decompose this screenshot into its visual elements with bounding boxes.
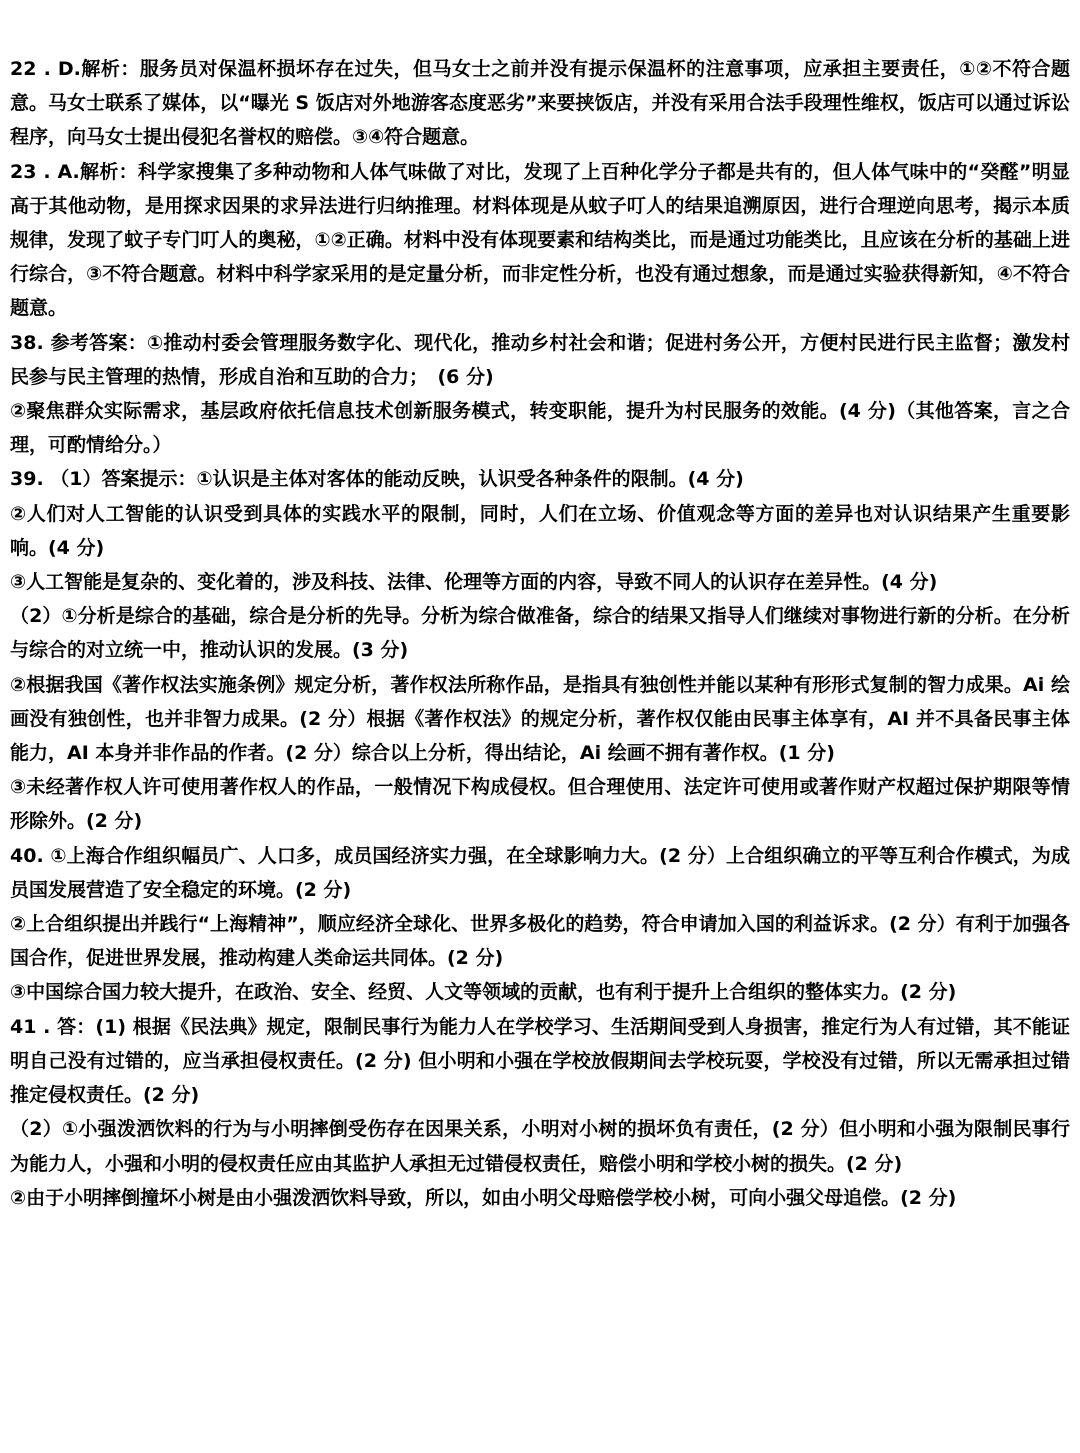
- answer-39-1-point-2: ②人们对人工智能的认识受到具体的实践水平的限制，同时，人们在立场、价值观念等方面的差异也对认识结果产生重要影响。(4 分): [10, 502, 1070, 559]
- answer-39-1-intro: 39. （1）答案提示：①认识是主体对客体的能动反映，认识受各种条件的限制。(4 分): [10, 468, 744, 491]
- answer-40-point-2: ②上合组织提出并践行“上海精神”，顺应经济全球化、世界多极化的趋势，符合申请加入国的利益诉求。(2 分）有利于加强各国合作，促进世界发展，推动构建人类命运共同体。(2 分): [10, 913, 1070, 970]
- answer-41-2-point-1: （2）①小强泼洒饮料的行为与小明摔倒受伤存在因果关系，小明对小树的损坏负有责任，(2 分）但小明和小强为限制民事行为能力人，小强和小明的侵权责任应由其监护人承担无过错侵权责任，赔偿小明和学校小树的损失。(2 分): [10, 1118, 1070, 1175]
- answer-38-part-2: ②聚焦群众实际需求，基层政府依托信息技术创新服务模式，转变职能，提升为村民服务的效能。(4 分)（其他答案，言之合理，可酌情给分。）: [10, 400, 1070, 457]
- answer-41-1: 41 . 答：(1) 根据《民法典》规定，限制民事行为能力人在学校学习、生活期间受到人身损害，推定行为人有过错，其不能证明自己没有过错的，应当承担侵权责任。(2 分) 但小明和小强在学校放假期间去学校玩耍，学校没有过错，所以无需承担过错推定侵权责任。(2 分): [10, 1015, 1070, 1107]
- answer-39-2-point-3: ③未经著作权人许可使用著作权人的作品，一般情况下构成侵权。但合理使用、法定许可使用或著作财产权超过保护期限等情形除外。(2 分): [10, 776, 1070, 833]
- answer-40-point-3: ③中国综合国力较大提升，在政治、安全、经贸、人文等领域的贡献，也有利于提升上合组织的整体实力。(2 分): [10, 981, 957, 1004]
- answer-39-2-point-1: （2）①分析是综合的基础，综合是分析的先导。分析为综合做准备，综合的结果又指导人们继续对事物进行新的分析。在分析与综合的对立统一中，推动认识的发展。(3 分): [10, 605, 1070, 662]
- answer-document: [10, 52, 1070, 1215]
- answer-22: 22 . D.解析：服务员对保温杯损坏存在过失，但马女士之前并没有提示保温杯的注意事项，应承担主要责任，①②不符合题意。马女士联系了媒体，以“曝光 S 饭店对外地游客态度恶劣”来要挟饭店，并没有采用合法手段理性维权，饭店可以通过诉讼程序，向马女士提出侵犯名誉权的赔偿。③④符合题意。: [10, 58, 1070, 149]
- answer-38-part-1: 38. 参考答案：①推动村委会管理服务数字化、现代化，推动乡村社会和谐；促进村务公开，方便村民进行民主监督；激发村民参与民主管理的热情，形成自治和互助的合力； (6 分): [10, 331, 1070, 388]
- answer-40-point-1: 40. ①上海合作组织幅员广、人口多，成员国经济实力强，在全球影响力大。(2 分）上合组织确立的平等互利合作模式，为成员国发展营造了安全稳定的环境。(2 分): [10, 844, 1070, 901]
- answer-41-2-point-2: ②由于小明摔倒撞坏小树是由小强泼洒饮料导致，所以，如由小明父母赔偿学校小树，可向小强父母追偿。(2 分): [10, 1186, 957, 1209]
- answer-39-2-point-2: ②根据我国《著作权法实施条例》规定分析，著作权法所称作品，是指具有独创性并能以某种有形形式复制的智力成果。Ai 绘画没有独创性，也并非智力成果。(2 分）根据《著作权法》的规定分析，著作权仅能由民事主体享有，AI 并不具备民事主体能力，AI 本身并非作品的作者。(2 分）综合以上分析，得出结论，Ai 绘画不拥有著作权。(1 分): [10, 673, 1070, 765]
- answer-39-1-point-3: ③人工智能是复杂的、变化着的，涉及科技、法律、伦理等方面的内容，导致不同人的认识存在差异性。(4 分): [10, 571, 938, 594]
- answer-23: 23 . A.解析：科学家搜集了多种动物和人体气味做了对比，发现了上百种化学分子都是共有的，但人体气味中的“癸醛”明显高于其他动物，是用探求因果的求异法进行归纳推理。材料体现是从蚊子叮人的结果追溯原因，进行合理逆向思考，揭示本质规律，发现了蚊子专门叮人的奥秘，①②正确。材料中没有体现要素和结构类比，而是通过功能类比，且应该在分析的基础上进行综合，③不符合题意。材料中科学家采用的是定量分析，而非定性分析，也没有通过想象，而是通过实验获得新知，④不符合题意。: [10, 160, 1070, 320]
